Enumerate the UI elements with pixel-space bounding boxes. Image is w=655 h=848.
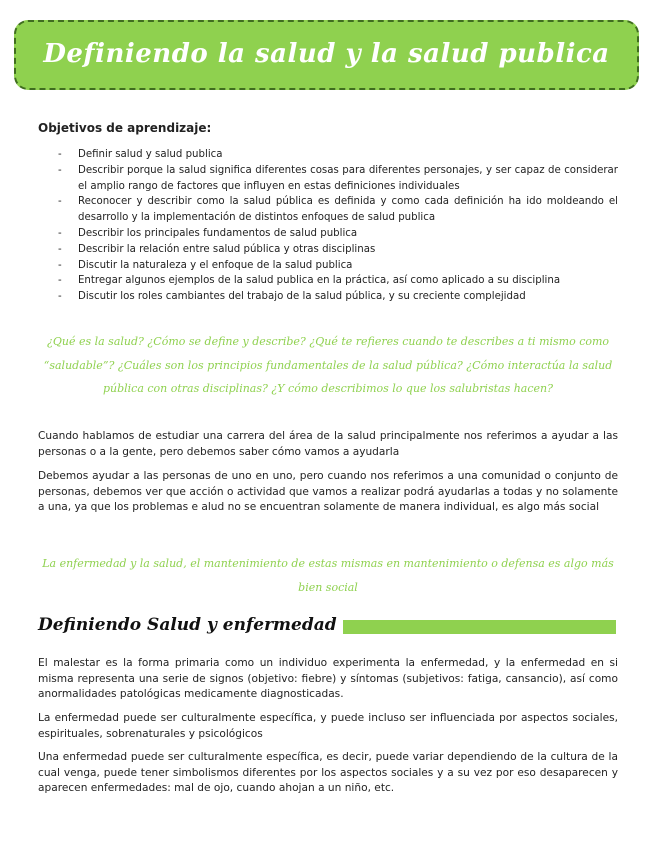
list-item-text: Discutir la naturaleza y el enfoque de la salud publica	[78, 259, 353, 271]
list-item	[58, 147, 618, 163]
bullet-dash: -	[58, 259, 62, 271]
bullet-dash: -	[58, 227, 62, 239]
list-item	[58, 242, 618, 258]
list-item-text: Describir la relación entre salud pública y otras disciplinas	[78, 243, 376, 255]
list-item-text: Reconocer y describir como la salud pública es definida y como cada definición ha ido moldeando el desarrollo y la implementación de distintos enfoques de salud publica	[78, 196, 618, 224]
paragraph-community: Debemos ayudar a las personas de uno en uno, pero cuando nos referimos a una comunidad o conjunto de personas, debemos ver que acción o actividad que vamos a realizar podrá ayudarlas a todas y no solamente a una, ya que los problemas e alud no se encuentran solamente de manera individual, es algo más social	[38, 470, 618, 514]
paragraph-simbolismos: Una enfermedad puede ser culturalmente específica, es decir, puede variar dependiendo de la cultura de la cual venga, puede tener simbolismos diferentes por los aspectos sociales y a su vez por eso desaparecen y aparecen enfermedades: mal de ojo, cuando ahojan a un niño, etc.	[38, 751, 618, 795]
objectives-list	[58, 147, 618, 305]
section-heading-rule	[343, 620, 616, 634]
list-item-text: Definir salud y salud publica	[78, 149, 223, 160]
list-item	[58, 258, 618, 274]
paragraph-malestar: El malestar es la forma primaria como un individuo experimenta la enfermedad, y la enfermedad en si misma representa una serie de signos (objetivo: fiebre) y síntomas (subjetivos: fatiga, cansancio), así como anormalidades patológicas medicamente diagnosticadas.	[38, 657, 618, 701]
title-banner	[14, 20, 639, 90]
list-item	[58, 163, 618, 195]
social-health-quote: La enfermedad y la salud, el mantenimiento de estas mismas en mantenimiento o defensa es algo más bien social	[42, 557, 614, 594]
list-item	[58, 194, 618, 226]
paragraph-career: Cuando hablamos de estudiar una carrera del área de la salud principalmente nos referimos a ayudar a las personas o a la gente, pero debemos saber cómo vamos a ayudarla	[38, 430, 618, 458]
list-item-text: Describir los principales fundamentos de salud publica	[78, 227, 358, 239]
objectives-heading: Objetivos de aprendizaje:	[38, 121, 212, 135]
list-item	[58, 273, 618, 289]
paragraph-cultural: La enfermedad puede ser culturalmente específica, y puede incluso ser influenciada por aspectos sociales, espirituales, sobrenaturales y psicológicos	[38, 712, 618, 740]
list-item	[58, 226, 618, 242]
bullet-dash: -	[58, 149, 62, 160]
intro-questions-quote: ¿Qué es la salud? ¿Cómo se define y describe? ¿Qué te refieres cuando te describes a ti mismo como “saludable”? ¿Cuáles son los principios fundamentales de la salud pública? ¿Cómo interactúa la salud pública con otras disciplinas? ¿Y cómo describimos lo que los salubristas hacen?	[43, 335, 613, 395]
list-item-text: Discutir los roles cambiantes del trabajo de la salud pública, y su creciente complejidad	[78, 291, 526, 303]
list-item	[58, 289, 618, 305]
bullet-dash: -	[58, 196, 62, 208]
bullet-dash: -	[58, 291, 62, 303]
list-item-text: Entregar algunos ejemplos de la salud publica en la práctica, así como aplicado a su disciplina	[78, 275, 561, 287]
list-item-text: Describir porque la salud significa diferentes cosas para diferentes personajes, y ser capaz de considerar el amplio rango de factores que influyen en estas definiciones individuales	[78, 164, 618, 192]
section-heading: Definiendo Salud y enfermedad	[38, 615, 337, 635]
bullet-dash: -	[58, 164, 62, 176]
page-title: Definiendo la salud y la salud publica	[43, 39, 610, 69]
bullet-dash: -	[58, 243, 62, 255]
bullet-dash: -	[58, 275, 62, 287]
